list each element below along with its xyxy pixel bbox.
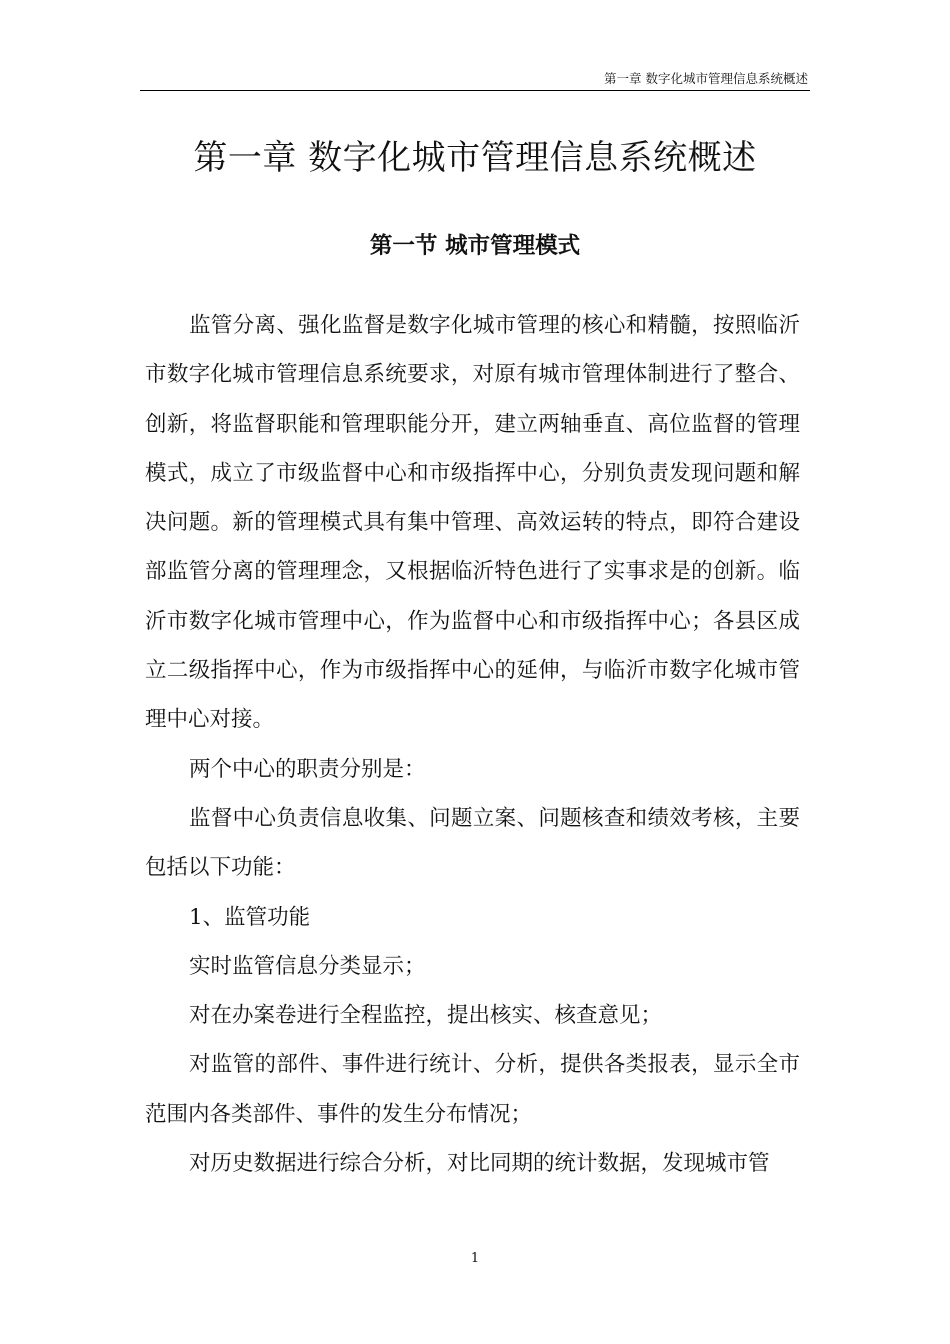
paragraph-duties-intro: 两个中心的职责分别是：: [189, 756, 426, 782]
page-header: [140, 72, 810, 91]
paragraph-item-statistics: 对监管的部件、事件进行统计、分析，提供各类报表，显示全市范围内各类部件、事件的发生分布情况；: [145, 1052, 800, 1127]
running-header-title: 第一章 数字化城市管理信息系统概述: [604, 71, 808, 86]
paragraph-intro: 监管分离、强化监督是数字化城市管理的核心和精髓，按照临沂市数字化城市管理信息系统要求，对原有城市管理体制进行了整合、创新，将监督职能和管理职能分开，建立两轴垂直、高位监督的管理模式，成立了市级监督中心和市级指挥中心，分别负责发现问题和解决问题。新的管理模式具有集中管理、高效运转的特点，即符合建设部监管分离的管理理念，又根据临沂特色进行了实事求是的创新。临沂市数字化城市管理中心，作为监督中心和市级指挥中心；各县区成立二级指挥中心，作为市级指挥中心的延伸，与临沂市数字化城市管理中心对接。: [145, 313, 800, 733]
paragraph-list-heading: 1、监管功能: [189, 904, 311, 930]
paragraph-item-history: 对历史数据进行综合分析，对比同期的统计数据，发现城市管: [189, 1151, 770, 1177]
paragraph-item-monitoring: 对在办案卷进行全程监控，提出核实、核查意见；: [189, 1003, 663, 1029]
page-number: 1: [470, 1251, 480, 1266]
paragraph-supervision-center: 监督中心负责信息收集、问题立案、问题核查和绩效考核，主要包括以下功能：: [145, 805, 800, 881]
chapter-title: 第一章 数字化城市管理信息系统概述: [193, 138, 757, 178]
body-text: [145, 301, 800, 1188]
paragraph-item-display: 实时监管信息分类显示；: [189, 953, 426, 979]
section-title: 第一节 城市管理模式: [369, 233, 581, 259]
